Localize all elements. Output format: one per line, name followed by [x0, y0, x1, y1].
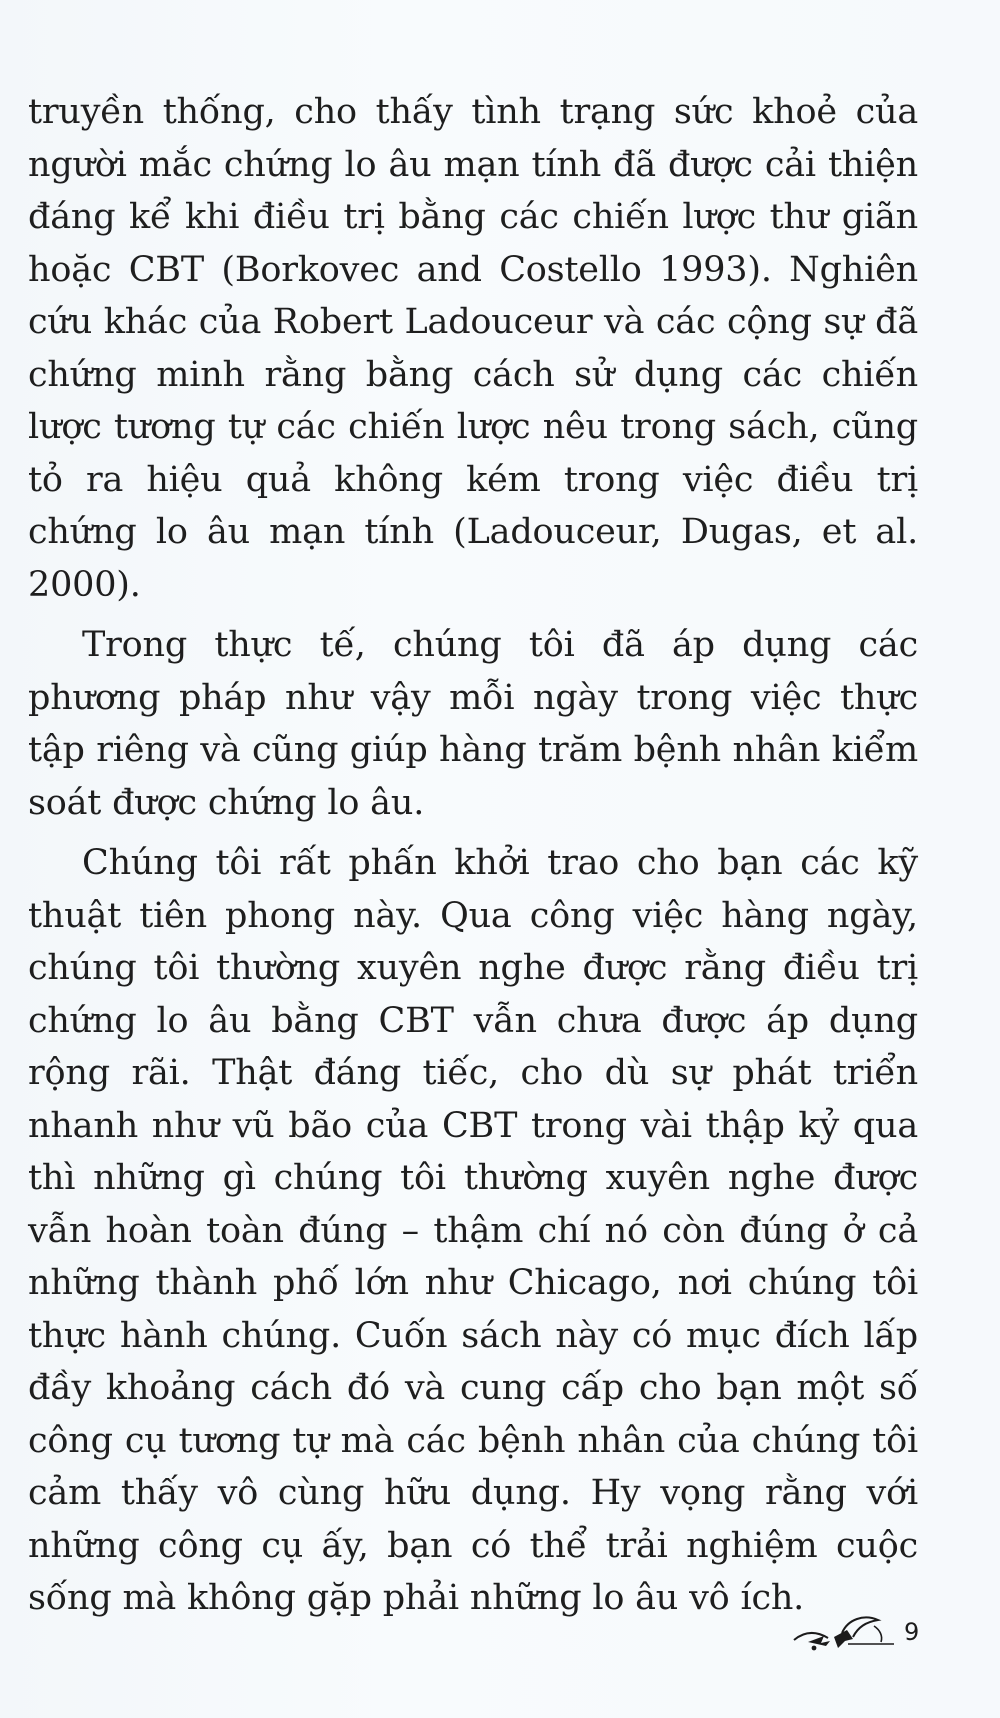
paragraph-1: truyền thống, cho thấy tình trạng sức khoẻ của người mắc chứng lo âu mạn tính đã được cải thiện đáng kể khi điều trị bằng các chiến lược thư giãn hoặc CBT (Borkovec and Costello 1993). Nghiên cứu khác của Robert Ladouceur và các cộng sự đã chứng minh rằng bằng cách sử dụng các chiến lược tương tự các chiến lược nêu trong sách, cũng tỏ ra hiệu quả không kém trong việc điều trị chứng lo âu mạn tính (Ladouceur, Dugas, et al. 2000). — [28, 92, 918, 605]
paragraph-3: Chúng tôi rất phấn khởi trao cho bạn các kỹ thuật tiên phong này. Qua công việc hàng ngày, chúng tôi thường xuyên nghe được rằng điều trị chứng lo âu bằng CBT vẫn chưa được áp dụng rộng rãi. Thật đáng tiếc, cho dù sự phát triển nhanh như vũ bão của CBT trong vài thập kỷ qua thì những gì chúng tôi thường xuyên nghe được vẫn hoàn toàn đúng – thậm chí nó còn đúng ở cả những thành phố lớn như Chicago, nơi chúng tôi thực hành chúng. Cuốn sách này có mục đích lấp đầy khoảng cách đó và cung cấp cho bạn một số công cụ tương tự mà các bệnh nhân của chúng tôi cảm thấy vô cùng hữu dụng. Hy vọng rằng với những công cụ ấy, bạn có thể trải nghiệm cuộc sống mà không gặp phải những lo âu vô ích. — [28, 843, 918, 1618]
body-text — [28, 86, 918, 1625]
paragraph-2: Trong thực tế, chúng tôi đã áp dụng các phương pháp như vậy mỗi ngày trong việc thực tập riêng và cũng giúp hàng trăm bệnh nhân kiểm soát được chứng lo âu. — [28, 625, 918, 823]
page-footer — [0, 1608, 1000, 1668]
paper-plane-swirl-icon — [790, 1608, 898, 1654]
page-number: 9 — [904, 1618, 920, 1646]
